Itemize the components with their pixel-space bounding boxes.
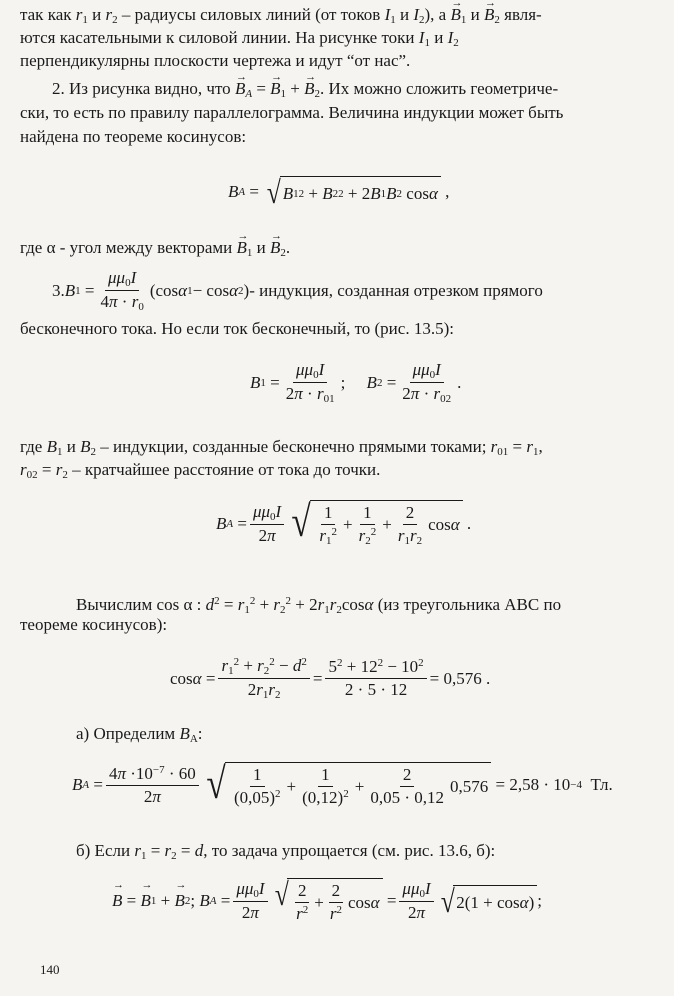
equation-infinite-current: B 1 = $\frac{\mu\mu_0I}{2\pi \cdot r_{01}}$ ; B 2 = $\frac{\mu\mu_0I}{2\pi \cdot r_{02}}$ . xyxy=(250,360,462,405)
equation-cosine-law: B A = √ B 1 2 + B 2 2 + 2 B 1 B 2 cos α , xyxy=(228,174,450,210)
text-fragment: б) Если xyxy=(76,841,135,860)
text-fragment: и xyxy=(62,437,81,456)
text-line-5: ски, то есть по правилу параллелограмма. Величина индукции может быть xyxy=(20,103,564,122)
text-fragment: – индукции, созданные бесконечно прямыми токами; xyxy=(95,437,491,456)
text-fragment: а) Определим xyxy=(76,724,180,743)
text-fragment: ются касательными к силовой линии. На рисунке токи xyxy=(20,28,419,47)
text-fragment: 3. xyxy=(52,280,65,300)
text-line-15: б) Если $r_1 = r_2 = d$, то задача упрощается (см. рис. 13.6, б): xyxy=(76,841,496,862)
text-fragment: . Их можно сложить геометриче- xyxy=(320,79,559,98)
text-line-13: теореме косинусов): xyxy=(20,615,168,634)
text-fragment: и xyxy=(87,5,106,24)
text-line-8: 3. B 1 = $\frac{\mu\mu_0I}{4\pi \cdot r_0}$ (cos α 1 − cos α 2 ) - индукция, созданная отрезком прямого xyxy=(52,268,543,313)
equation-numeric-result: B A = $\frac{4\pi \cdot 10^{-7} \cdot 60}{2\pi}$ √ $\frac{1}{(0,05)^2}$ + $\frac{1}{(0,12)^2}$ + $\frac{2}{0,05 \cdot 0,12}$ 0,576 = 2,58 · 10 −4 Тл. xyxy=(72,759,613,808)
equation-cos-alpha: cos α = $\frac{r_1^2 + r_2^2 - d^2}{2r_1r_2}$ = $\frac{5^2 + 12^2 - 10^2}{2 \cdot 5 \cdot 12}$ = 0,576 . xyxy=(170,656,491,701)
text-line-12: Вычислим cos α : $d^2 = r_1^2 + r_2^2 + 2r_1r_2\cos\alpha$ (из треугольника АВС по xyxy=(76,595,562,616)
text-fragment: - индукция, созданная отрезком прямого xyxy=(249,280,543,300)
text-fragment: и xyxy=(252,238,271,257)
text-fragment: и xyxy=(395,5,414,24)
text-line-4: 2. Из рисунка видно, что → $B_A$ = → $B_1$ + → $B_2$. Их можно сложить геометриче- xyxy=(52,78,558,105)
units-label: Тл. xyxy=(590,775,613,794)
text-fragment: где α - угол между векторами xyxy=(20,238,237,257)
text-line-10: где $B_1$ и $B_2$ – индукции, созданные бесконечно прямыми токами; $r_{01} = r_1$, xyxy=(20,437,543,458)
text-fragment: , то задача упрощается (см. рис. 13.6, б): xyxy=(203,841,496,860)
text-line-11: $r_{02} = r_2$ – кратчайшее расстояние от тока до точки. xyxy=(20,460,381,481)
text-fragment: так как xyxy=(20,5,76,24)
text-fragment: ), а xyxy=(424,5,451,24)
text-fragment: Вычислим cos α : xyxy=(76,595,206,614)
text-fragment: где xyxy=(20,437,47,456)
text-fragment: (из треугольника АВС по xyxy=(373,595,562,614)
text-fragment: – кратчайшее расстояние от тока до точки. xyxy=(67,460,381,479)
text-line-9: бесконечного тока. Но если ток бесконечный, то (рис. 13.5): xyxy=(20,319,454,338)
text-fragment: – радиусы силовых линий (от токов xyxy=(117,5,385,24)
text-fragment: и xyxy=(429,28,448,47)
text-line-7: где α - угол между векторами → $B_1$ $и \to B_2$. xyxy=(20,237,290,264)
text-fragment: явля- xyxy=(499,5,542,24)
text-line-3: перпендикулярны плоскости чертежа и идут “от нас”. xyxy=(20,51,411,70)
text-line-1: так как $r_1$ и $r_2$ – радиусы силовых линий (от токов $I_1$ и $I_2$), $а \to B_1$ $и \to B_2$ явля- xyxy=(20,4,542,31)
text-fragment: и xyxy=(466,5,484,24)
page-number: 140 xyxy=(40,962,60,977)
text-line-6: найдена по теореме косинусов: xyxy=(20,127,247,146)
text-line-14: а) Определим $B_A$: xyxy=(76,724,203,745)
equation-resulting-induction: B A = $\frac{\mu\mu_0I}{2\pi}$ √ $\frac{1}{r_1^2}$ + $\frac{1}{r_2^2}$ + $\frac{2}{r_1r_2}$ cos α . xyxy=(216,497,472,547)
text-fragment: 2. Из рисунка видно, что xyxy=(52,79,235,98)
text-line-2: ются касательными к силовой линии. На рисунке токи $I_1$ и $I_2$ xyxy=(20,28,459,49)
equation-simplified: → B = → B 1 + → B 2 ; B A = $\frac{\mu\mu_0I}{2\pi}$ √ $\frac{2}{r^2}$ + $\frac{2}{r^2}$ cos α = $\frac{\mu\mu_0I}{2\pi}$ √ 2(1 + cos α ) ; xyxy=(112,878,542,924)
